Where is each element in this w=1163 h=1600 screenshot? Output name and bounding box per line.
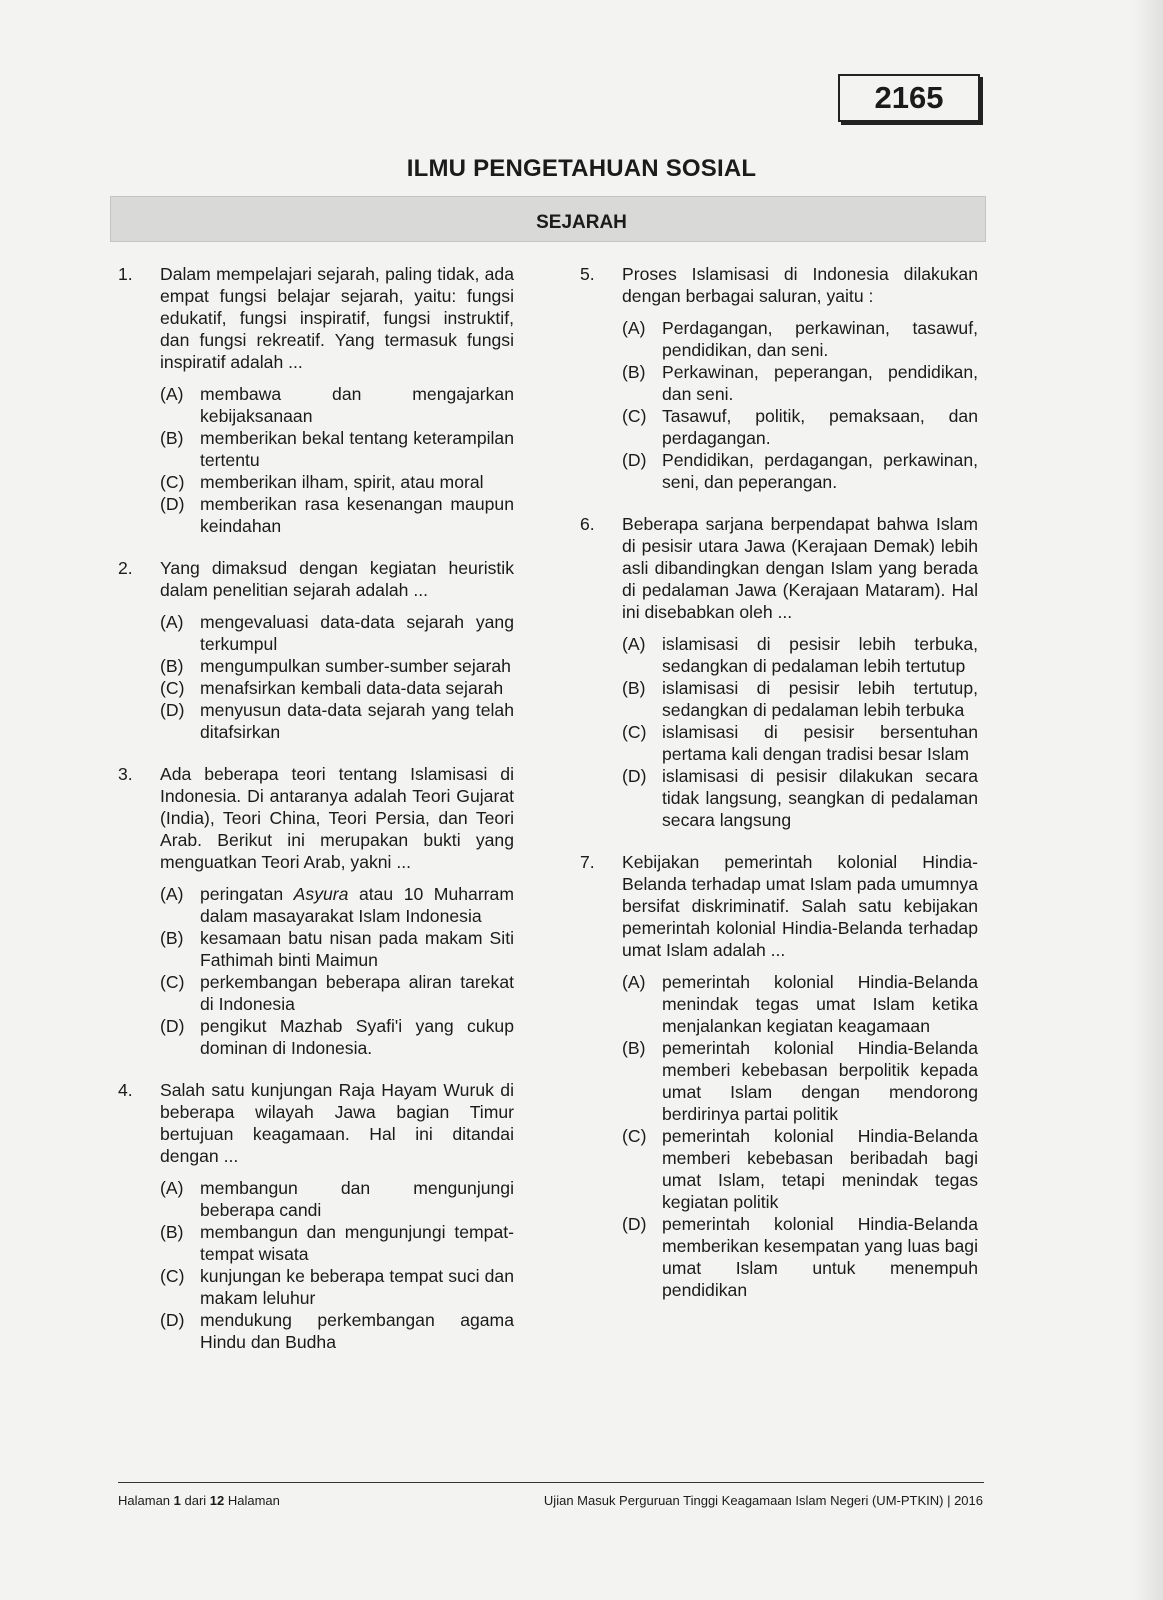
question-number: 7.	[580, 852, 595, 872]
question-number: 2.	[118, 558, 133, 578]
option-a	[622, 317, 978, 361]
option-text: islamisasi di pesisir lebih terbuka, sedangkan di pedalaman lebih tertutup	[662, 634, 978, 676]
option-letter: (B)	[622, 678, 646, 698]
option-letter: (B)	[160, 428, 184, 448]
option-text: perkembangan beberapa aliran tarekat di Indonesia	[200, 972, 514, 1014]
exam-name: Ujian Masuk Perguruan Tinggi Keagamaan Islam Negeri (UM-PTKIN) | 2016	[543, 1493, 983, 1508]
question-text: Kebijakan pemerintah kolonial Hindia-Belanda terhadap umat Islam pada umumnya bersifat diskriminatif. Salah satu kebijakan pemerintah kolonial Hindia-Belanda terhadap umat Islam adalah ...	[622, 852, 978, 960]
option-b	[160, 1221, 514, 1265]
option-text: islamisasi di pesisir dilakukan secara tidak langsung, seangkan di pedalaman secara langsung	[662, 766, 978, 830]
option-list	[580, 633, 978, 831]
option-c	[622, 405, 978, 449]
option-d	[622, 765, 978, 831]
option-text: pengikut Mazhab Syafi'i yang cukup dominan di Indonesia.	[200, 1016, 514, 1058]
option-letter: (A)	[622, 634, 646, 654]
question-number: 5.	[580, 264, 595, 284]
option-letter: (A)	[160, 1178, 184, 1198]
option-letter: (C)	[160, 472, 185, 492]
option-a	[160, 1177, 514, 1221]
option-c	[160, 971, 514, 1015]
question-number: 1.	[118, 264, 133, 284]
option-d	[160, 699, 514, 743]
option-letter: (C)	[160, 678, 185, 698]
option-letter: (D)	[622, 450, 647, 470]
option-text: membangun dan mengunjungi tempat-tempat wisata	[200, 1222, 514, 1264]
option-list	[580, 317, 978, 493]
option-letter: (B)	[160, 1222, 184, 1242]
section-title: SEJARAH	[536, 212, 627, 233]
option-list	[118, 383, 514, 537]
option-b	[160, 427, 514, 471]
option-list	[580, 971, 978, 1301]
option-text: kunjungan ke beberapa tempat suci dan makam leluhur	[200, 1266, 514, 1308]
option-a	[622, 633, 978, 677]
exam-code: 2165	[874, 80, 944, 115]
question-number: 4.	[118, 1080, 133, 1100]
option-d	[622, 449, 978, 493]
option-letter: (C)	[160, 1266, 185, 1286]
question-3	[118, 763, 514, 1059]
option-d	[622, 1213, 978, 1301]
question-text: Proses Islamisasi di Indonesia dilakukan dengan berbagai saluran, yaitu :	[622, 264, 978, 306]
option-text: membangun dan mengunjungi beberapa candi	[200, 1178, 514, 1220]
option-letter: (D)	[160, 1016, 185, 1036]
question-6	[580, 513, 978, 831]
option-letter: (D)	[622, 1214, 647, 1234]
option-letter: (C)	[622, 1126, 647, 1146]
page-indicator	[118, 1493, 280, 1508]
option-b	[160, 927, 514, 971]
option-c	[622, 721, 978, 765]
question-5	[580, 263, 978, 493]
option-c	[160, 677, 514, 699]
question-2	[118, 557, 514, 743]
option-list	[118, 611, 514, 743]
option-b	[622, 1037, 978, 1125]
option-letter: (A)	[160, 612, 184, 632]
option-text: Perkawinan, peperangan, pendidikan, dan seni.	[662, 362, 978, 404]
question-text: Dalam mempelajari sejarah, paling tidak, ada empat fungsi belajar sejarah, yaitu: fungsi edukatif, fungsi inspiratif, fungsi instruktif, dan fungsi rekreatif. Yang termasuk fungsi inspiratif adalah ...	[160, 264, 514, 372]
footer-divider	[118, 1482, 984, 1483]
exam-code-box	[838, 74, 980, 122]
option-text: pemerintah kolonial Hindia-Belanda memberi kebebasan beribadah bagi umat Islam, tetapi menindak tegas kegiatan politik	[662, 1126, 978, 1212]
option-b	[160, 655, 514, 677]
option-text: mengumpulkan sumber-sumber sejarah	[200, 656, 511, 676]
question-text: Yang dimaksud dengan kegiatan heuristik dalam penelitian sejarah adalah ...	[160, 558, 514, 600]
option-c	[160, 1265, 514, 1309]
option-b	[622, 677, 978, 721]
option-d	[160, 1309, 514, 1353]
option-list	[118, 883, 514, 1059]
option-letter: (D)	[160, 494, 185, 514]
option-text: memberikan ilham, spirit, atau moral	[200, 472, 484, 492]
option-letter: (B)	[160, 656, 184, 676]
option-text: menyusun data-data sejarah yang telah ditafsirkan	[200, 700, 514, 742]
page-current: 1	[173, 1493, 181, 1508]
option-letter: (A)	[622, 972, 646, 992]
option-text: pemerintah kolonial Hindia-Belanda menindak tegas umat Islam ketika menjalankan kegiatan keagamaan	[662, 972, 978, 1036]
right-column	[580, 263, 978, 1321]
option-letter: (B)	[622, 362, 646, 382]
option-c	[622, 1125, 978, 1213]
option-letter: (B)	[622, 1038, 646, 1058]
option-b	[622, 361, 978, 405]
option-d	[160, 493, 514, 537]
question-number: 3.	[118, 764, 133, 784]
option-text: menafsirkan kembali data-data sejarah	[200, 678, 504, 698]
question-text: Salah satu kunjungan Raja Hayam Wuruk di beberapa wilayah Jawa bagian Timur bertujuan keagamaan. Hal ini ditandai dengan ...	[160, 1080, 514, 1166]
option-list	[118, 1177, 514, 1353]
page-label-post: Halaman	[224, 1493, 280, 1508]
question-1	[118, 263, 514, 537]
option-text: mendukung perkembangan agama Hindu dan Budha	[200, 1310, 514, 1352]
page-total: 12	[209, 1493, 225, 1508]
option-letter: (D)	[160, 700, 185, 720]
option-text: memberikan bekal tentang keterampilan tertentu	[200, 428, 514, 470]
option-letter: (A)	[622, 318, 646, 338]
option-letter: (C)	[622, 406, 647, 426]
option-a	[622, 971, 978, 1037]
option-letter: (C)	[160, 972, 185, 992]
left-column	[118, 263, 514, 1373]
question-number: 6.	[580, 514, 595, 534]
option-text: Tasawuf, politik, pemaksaan, dan perdagangan.	[662, 406, 978, 448]
option-text: membawa dan mengajarkan kebijaksanaan	[200, 384, 514, 426]
page-label-pre: Halaman	[118, 1493, 174, 1508]
option-letter: (B)	[160, 928, 184, 948]
option-text: pemerintah kolonial Hindia-Belanda memberi kebebasan berpolitik kepada umat Islam dengan mendorong berdirinya partai politik	[662, 1038, 978, 1124]
scan-edge-shadow	[1133, 0, 1163, 1600]
option-text: memberikan rasa kesenangan maupun keindahan	[200, 494, 514, 536]
page-label-mid: dari	[180, 1493, 210, 1508]
option-letter: (A)	[160, 384, 184, 404]
option-text: islamisasi di pesisir lebih tertutup, sedangkan di pedalaman lebih terbuka	[662, 678, 978, 720]
option-text-post: atau 10 Muharram dalam masayarakat Islam Indonesia	[200, 884, 514, 926]
option-text: kesamaan batu nisan pada makam Siti Fathimah binti Maimun	[200, 928, 514, 970]
option-d	[160, 1015, 514, 1059]
question-4	[118, 1079, 514, 1353]
option-text-emphasis: Asyura	[293, 884, 349, 904]
option-letter: (D)	[622, 766, 647, 786]
question-7	[580, 851, 978, 1301]
option-letter: (C)	[622, 722, 647, 742]
question-text: Beberapa sarjana berpendapat bahwa Islam di pesisir utara Jawa (Kerajaan Demak) lebih asli dibandingkan dengan Islam yang berada di pedalaman Jawa (Kerajaan Mataram). Hal ini disebabkan oleh ...	[622, 514, 978, 622]
page-title: ILMU PENGETAHUAN SOSIAL	[406, 155, 757, 182]
option-a	[160, 383, 514, 427]
option-c	[160, 471, 514, 493]
option-text-pre: peringatan	[200, 884, 294, 904]
option-text: mengevaluasi data-data sejarah yang terkumpul	[200, 612, 514, 654]
option-text: islamisasi di pesisir bersentuhan pertama kali dengan tradisi besar Islam	[662, 722, 978, 764]
option-text: Pendidikan, perdagangan, perkawinan, seni, dan peperangan.	[662, 450, 978, 492]
option-a	[160, 611, 514, 655]
option-text: pemerintah kolonial Hindia-Belanda memberikan kesempatan yang luas bagi umat Islam untuk menempuh pendidikan	[662, 1214, 978, 1300]
option-a	[160, 883, 514, 927]
option-text: Perdagangan, perkawinan, tasawuf, pendidikan, dan seni.	[662, 318, 978, 360]
option-letter: (A)	[160, 884, 184, 904]
option-text	[200, 883, 514, 927]
question-text: Ada beberapa teori tentang Islamisasi di Indonesia. Di antaranya adalah Teori Gujarat (India), Teori China, Teori Persia, dan Teori Arab. Berikut ini merupakan bukti yang menguatkan Teori Arab, yakni ...	[160, 764, 514, 872]
option-letter: (D)	[160, 1310, 185, 1330]
